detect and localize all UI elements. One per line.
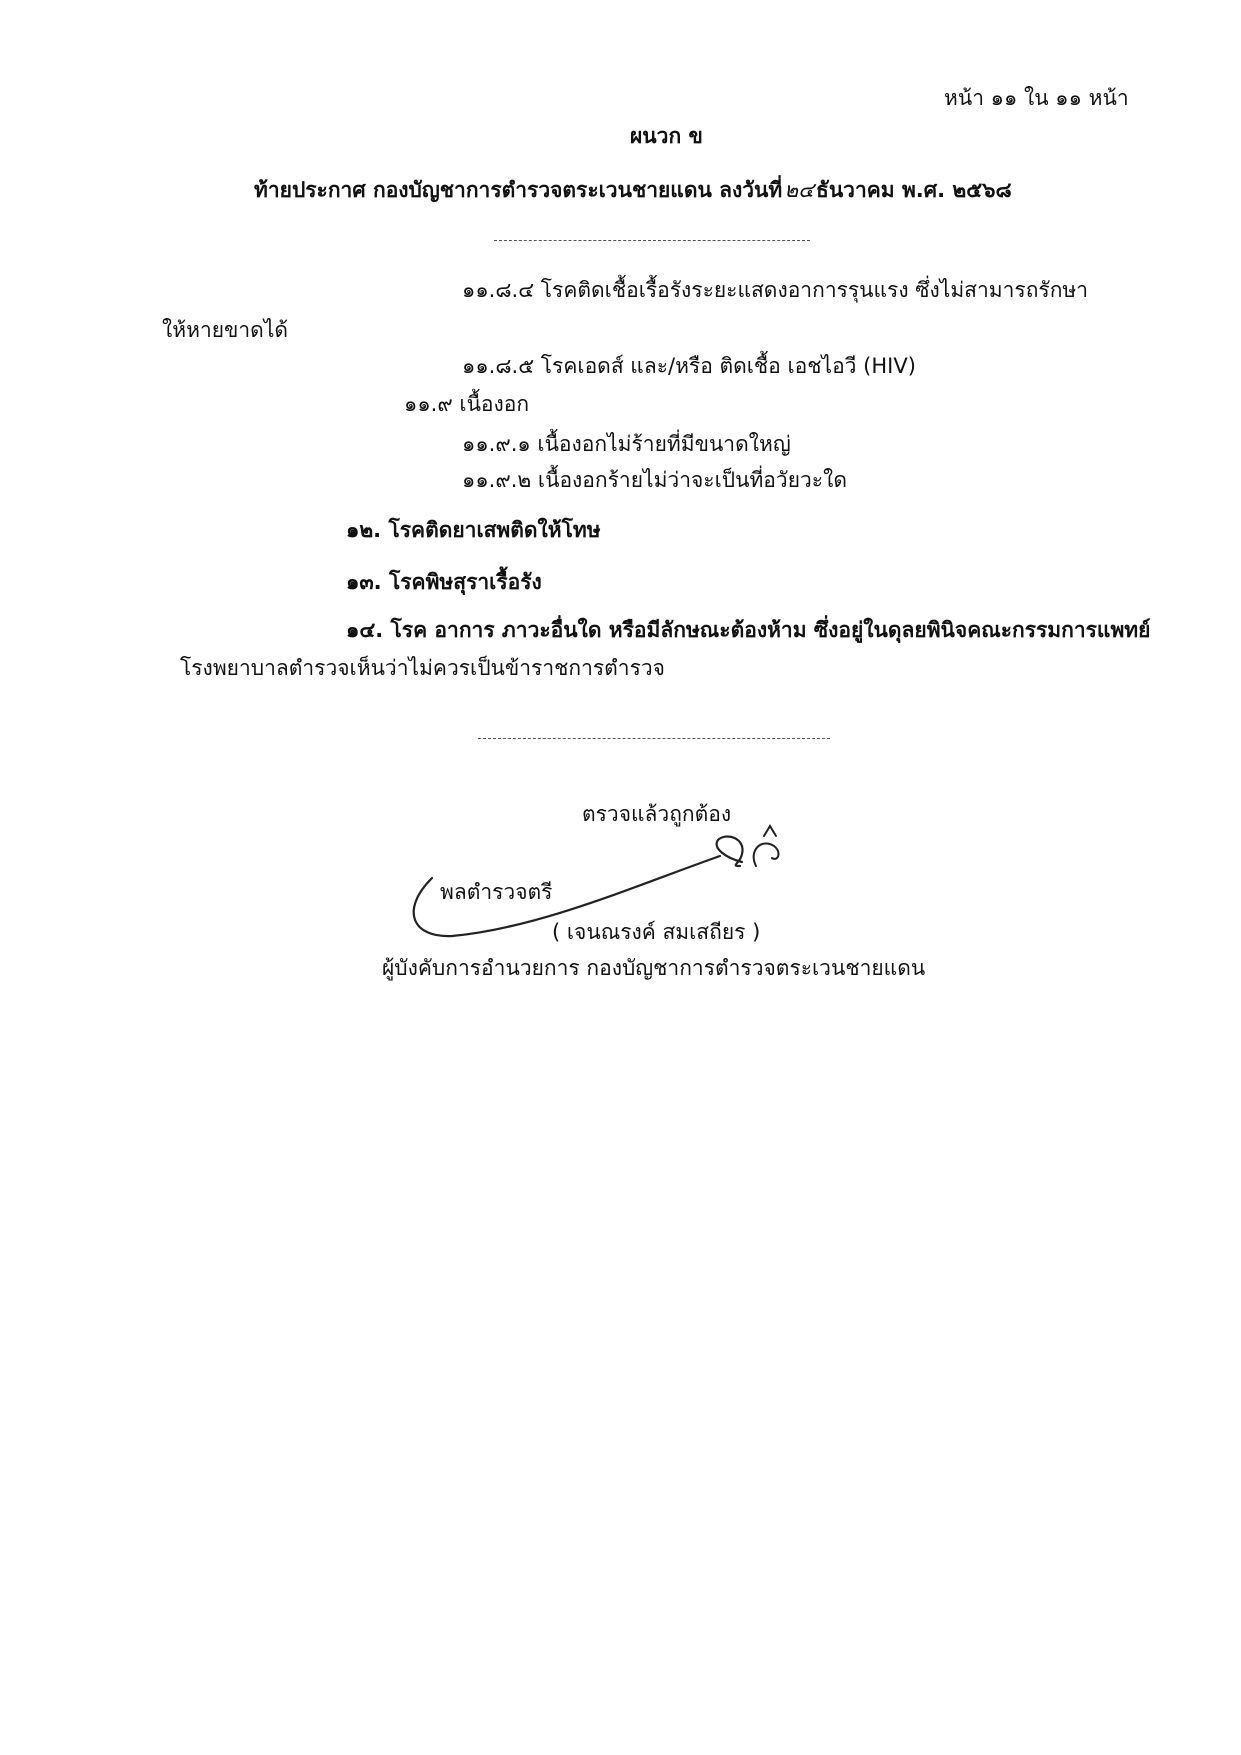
item-11-9-2: ๑๑.๙.๒ เนื้องอกร้ายไม่ว่าจะเป็นที่อวัยวะใด [462,468,847,492]
item-11-8-4-line2: ให้หายขาดได้ [162,318,289,342]
page-number: หน้า ๑๑ ใน ๑๑ หน้า [944,86,1129,110]
item-12: ๑๒. โรคติดยาเสพติดให้โทษ [346,518,601,542]
annex-subtitle-prefix: ท้ายประกาศ กองบัญชาการตำรวจตระเวนชายแดน ลงวันที่ [254,178,783,202]
signatory-rank: พลตำรวจตรี [440,880,553,904]
item-11-8-4-line1: ๑๑.๘.๔ โรคติดเชื้อเรื้อรังระยะแสดงอาการรุนแรง ซึ่งไม่สามารถรักษา [462,278,1089,302]
item-14-line1: ๑๔. โรค อาการ ภาวะอื่นใด หรือมีลักษณะต้องห้าม ซึ่งอยู่ในดุลยพินิจคณะกรรมการแพทย์ [346,618,1151,642]
annex-title: ผนวก ข [630,124,703,148]
item-11-8-5: ๑๑.๘.๕ โรคเอดส์ และ/หรือ ติดเชื้อ เอชไอวี (HIV) [462,354,916,378]
signatory-name: ( เจนณรงค์ สมเสถียร ) [552,920,761,944]
verified-text: ตรวจแล้วถูกต้อง [582,802,732,826]
signatory-position: ผู้บังคับการอำนวยการ กองบัญชาการตำรวจตระเวนชายแดน [382,956,926,980]
annex-subtitle-suffix: ธันวาคม พ.ศ. ๒๕๖๘ [816,178,1012,202]
item-11-9-1: ๑๑.๙.๑ เนื้องอกไม่ร้ายที่มีขนาดใหญ่ [462,432,791,456]
annex-date-day: ๒๔ [784,178,814,202]
item-14-line2: โรงพยาบาลตำรวจเห็นว่าไม่ควรเป็นข้าราชการตำรวจ [180,656,665,680]
item-13: ๑๓. โรคพิษสุราเรื้อรัง [346,570,542,594]
item-11-9: ๑๑.๙ เนื้องอก [404,392,530,416]
